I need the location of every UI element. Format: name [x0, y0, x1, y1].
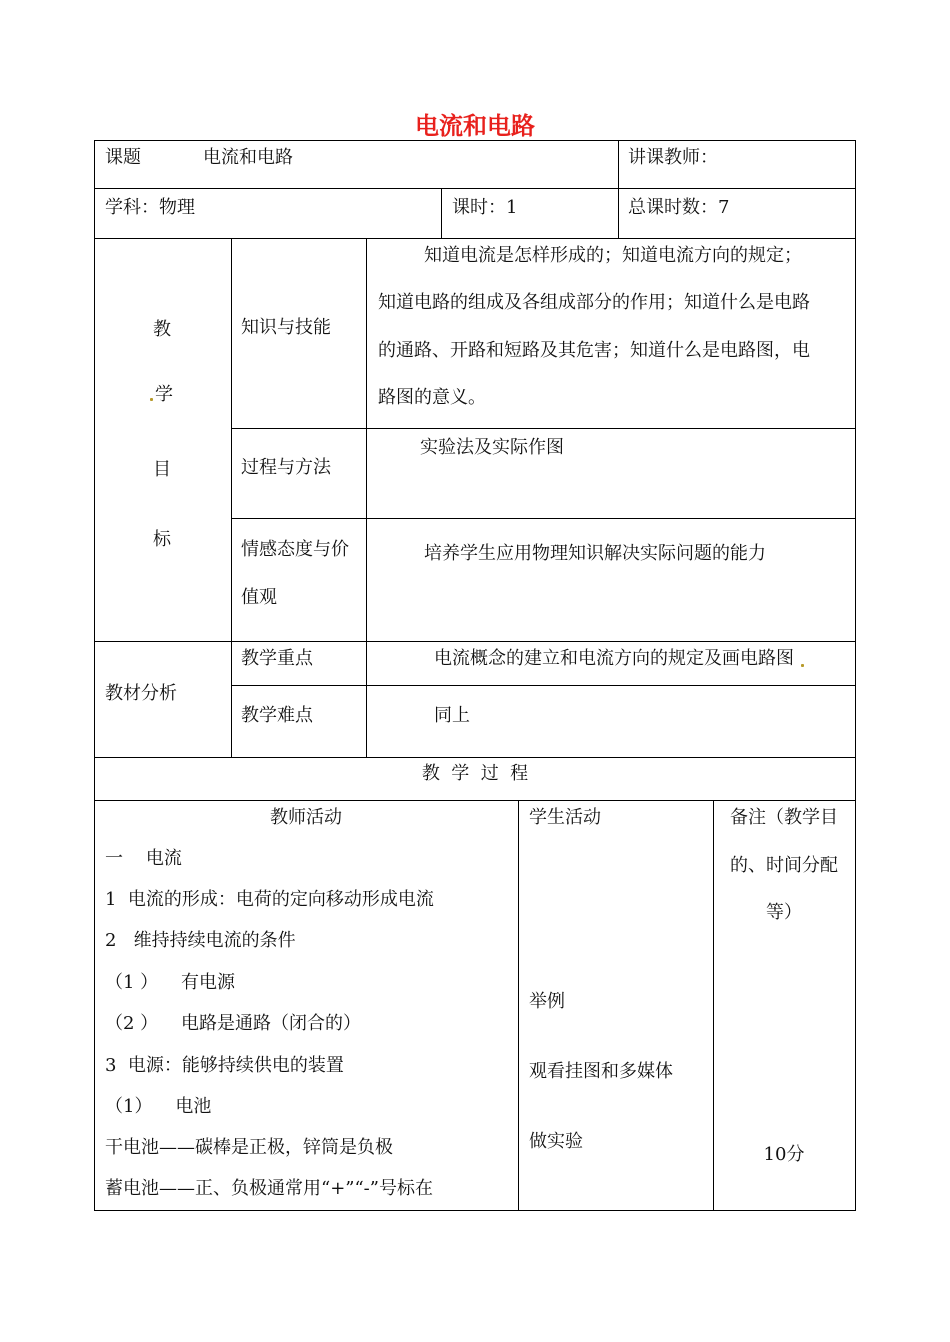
- attitude-value: 培养学生应用物理知识解决实际问题的能力: [424, 543, 766, 564]
- notes-header-line-2: 的、时间分配: [730, 855, 838, 876]
- subject-field: 学科：物理: [105, 197, 195, 218]
- notes-header-line-3: 等）: [766, 902, 802, 923]
- teacher-line-4: （1 ） 有电源: [105, 972, 236, 993]
- student-activity-header: 学生活动: [529, 807, 601, 828]
- knowledge-line-1: 知道电流是怎样形成的；知道电流方向的规定；: [424, 245, 802, 266]
- student-item-2: 观看挂图和多媒体: [529, 1061, 673, 1082]
- stray-dot-mark: [150, 398, 153, 401]
- objectives-char-3: 目: [153, 459, 171, 480]
- analysis-label: 教材分析: [105, 683, 177, 704]
- teacher-line-3: 2 维持持续电流的条件: [105, 930, 296, 951]
- time-allocation: 10分: [763, 1144, 805, 1165]
- key-point-value: 电流概念的建立和电流方向的规定及画电路图: [434, 648, 794, 669]
- lesson-hours-field: 课时：1: [452, 197, 518, 218]
- process-method-value: 实验法及实际作图: [420, 437, 564, 458]
- objectives-char-1: 教: [153, 319, 171, 340]
- page-title: 电流和电路: [415, 112, 535, 140]
- difficult-point-label: 教学难点: [241, 705, 313, 726]
- notes-header-line-1: 备注（教学目: [730, 807, 838, 828]
- attitude-label-line-2: 值观: [241, 587, 277, 608]
- teacher-label: 讲课教师：: [628, 147, 718, 168]
- student-item-3: 做实验: [529, 1131, 583, 1152]
- key-point-label: 教学重点: [241, 648, 313, 669]
- topic-label: 课题: [105, 147, 141, 168]
- objectives-char-4: 标: [153, 529, 171, 550]
- knowledge-line-3: 的通路、开路和短路及其危害；知道什么是电路图，电: [378, 340, 810, 361]
- process-heading: 教 学 过 程: [421, 763, 529, 784]
- teacher-line-1: 一 电流: [105, 848, 182, 869]
- topic-value: 电流和电路: [203, 147, 293, 168]
- stray-dot-mark: [801, 664, 804, 667]
- process-method-label: 过程与方法: [241, 457, 331, 478]
- knowledge-line-4: 路图的意义。: [378, 387, 486, 408]
- objectives-char-2: 学: [155, 384, 173, 405]
- knowledge-line-2: 知道电路的组成及各组成部分的作用；知道什么是电路: [378, 292, 810, 313]
- teacher-line-2: 1 电流的形成：电荷的定向移动形成电流: [105, 889, 434, 910]
- attitude-label-line-1: 情感态度与价: [241, 539, 349, 560]
- teacher-line-7: （1） 电池: [105, 1096, 212, 1117]
- total-hours-field: 总课时数：7: [628, 197, 730, 218]
- difficult-point-value: 同上: [434, 705, 470, 726]
- teacher-line-6: 3 电源：能够持续供电的装置: [105, 1055, 344, 1076]
- teacher-activity-header: 教师活动: [270, 807, 342, 828]
- student-item-1: 举例: [529, 991, 565, 1012]
- teacher-line-8: 干电池——碳棒是正极，锌筒是负极: [105, 1137, 393, 1158]
- teacher-line-9: 蓄电池——正、负极通常用“+”“-”号标在: [105, 1178, 433, 1199]
- teacher-line-5: （2 ） 电路是通路（闭合的）: [105, 1013, 362, 1034]
- knowledge-label: 知识与技能: [241, 317, 331, 338]
